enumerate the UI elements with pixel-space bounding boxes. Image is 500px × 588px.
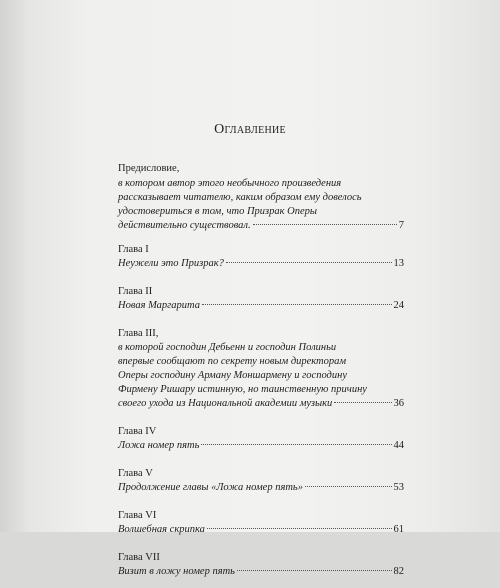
toc-entry-chapter: Глава VII bbox=[118, 552, 160, 563]
toc-entry-desc-line: Волшебная скрипка bbox=[118, 524, 205, 535]
toc-entry-last-line bbox=[118, 523, 404, 537]
toc-entry-desc-line: в котором автор этого необычного произведения bbox=[118, 178, 342, 189]
toc-entry-chapter: Предисловие, bbox=[118, 163, 180, 174]
toc-entry-desc-line: Новая Маргарита bbox=[118, 300, 200, 311]
dot-leader bbox=[226, 262, 392, 263]
dot-leader bbox=[305, 486, 392, 487]
dot-leader bbox=[202, 304, 392, 305]
toc-entry-chapter: Глава VI bbox=[118, 510, 157, 521]
toc-entry-last-line bbox=[118, 481, 404, 495]
toc-entry-chapter-7 bbox=[118, 551, 404, 579]
toc-entry-preface bbox=[118, 162, 404, 233]
toc-entry-page: 44 bbox=[393, 440, 404, 451]
page-title: Оглавление bbox=[214, 122, 286, 137]
toc-entry-chapter-6 bbox=[118, 509, 404, 537]
toc-entry-desc-line: Фирмену Ришару истинную, но таинственную причину bbox=[118, 384, 367, 395]
toc-entry-last-line bbox=[118, 565, 404, 579]
toc-entry-last-line bbox=[118, 219, 404, 233]
toc-entry-chapter-5 bbox=[118, 467, 404, 495]
dot-leader bbox=[237, 570, 392, 571]
toc-entry-desc-line: своего ухода из Национальной академии музыки bbox=[118, 398, 333, 409]
toc-entry-last-line bbox=[118, 397, 404, 411]
toc-entry-chapter-2 bbox=[118, 285, 404, 313]
toc-entry-last-line bbox=[118, 299, 404, 313]
toc-entry-page: 13 bbox=[393, 258, 404, 269]
toc-entry-last-line bbox=[118, 439, 404, 453]
toc-entry-desc-line: Оперы господину Арману Моншармену и господину bbox=[118, 370, 347, 381]
dot-leader bbox=[207, 528, 392, 529]
dot-leader bbox=[253, 224, 397, 225]
toc-entry-chapter: Глава I bbox=[118, 244, 149, 255]
dot-leader bbox=[201, 444, 391, 445]
toc-entry-desc-line: Неужели это Призрак? bbox=[118, 258, 224, 269]
toc-entry-desc-line: Продолжение главы «Ложа номер пять» bbox=[118, 482, 303, 493]
toc-entry-chapter-4 bbox=[118, 425, 404, 453]
toc-entry-page: 36 bbox=[393, 398, 404, 409]
toc-entry-last-line bbox=[118, 257, 404, 271]
toc-entry-chapter: Глава III, bbox=[118, 328, 159, 339]
toc-entry-page: 61 bbox=[393, 524, 404, 535]
toc-entry-page: 24 bbox=[393, 300, 404, 311]
toc-entry-desc-line: рассказывает читателю, каким образом ему довелось bbox=[118, 192, 362, 203]
toc-entry-desc-line: впервые сообщают по секрету новым директорам bbox=[118, 356, 347, 367]
toc-entry-desc-line: в которой господин Дебьенн и господин Полиньи bbox=[118, 342, 337, 353]
toc-entry-chapter: Глава V bbox=[118, 468, 153, 479]
toc-entry-chapter: Глава II bbox=[118, 286, 153, 297]
toc-entry-chapter-3 bbox=[118, 327, 404, 411]
toc-entry-desc-line: действительно существовал. bbox=[118, 220, 251, 231]
dot-leader bbox=[334, 402, 391, 403]
toc-entry-desc-line: Визит в ложу номер пять bbox=[118, 566, 235, 577]
toc-entry-chapter-1 bbox=[118, 243, 404, 271]
toc-entry-page: 7 bbox=[398, 220, 404, 231]
toc-entry-desc-line: Ложа номер пять bbox=[118, 440, 200, 451]
toc-entry-page: 53 bbox=[393, 482, 404, 493]
table-of-contents bbox=[118, 162, 404, 588]
toc-entry-page: 82 bbox=[393, 566, 404, 577]
toc-entry-desc-line: удостовериться в том, что Призрак Оперы bbox=[118, 206, 318, 217]
toc-entry-chapter: Глава IV bbox=[118, 426, 157, 437]
